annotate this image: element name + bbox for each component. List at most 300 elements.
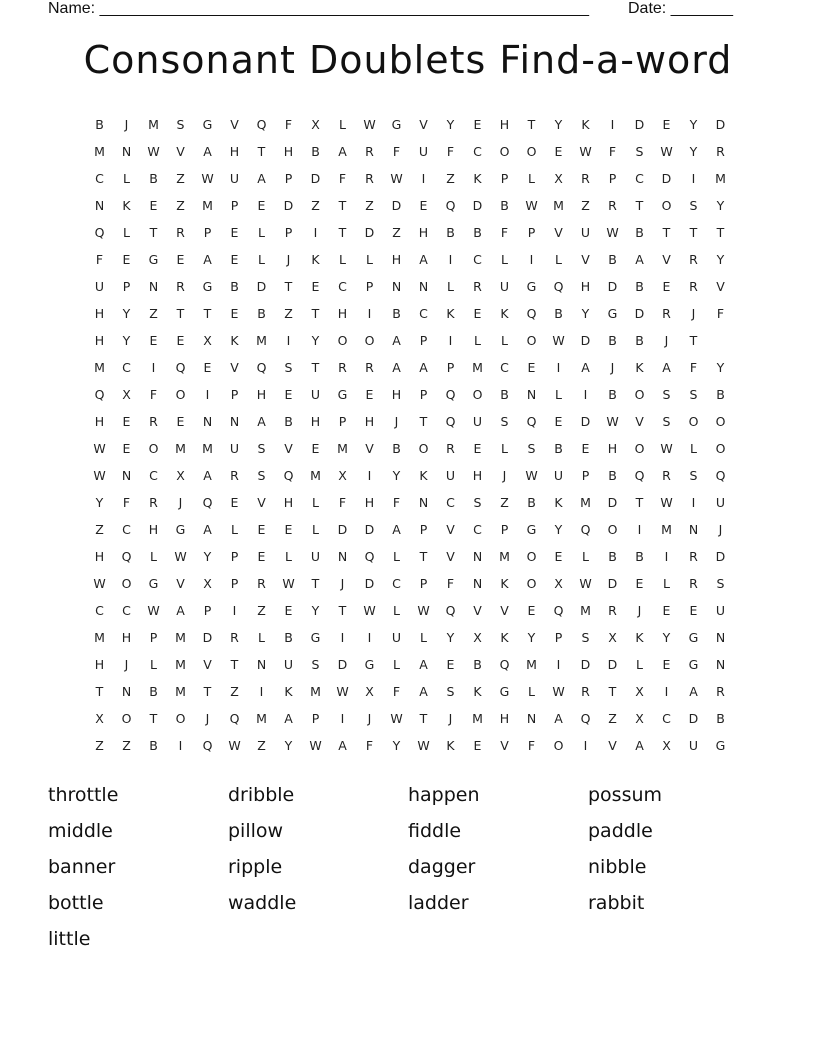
grid-letter: A	[203, 468, 212, 483]
grid-letter: M	[94, 144, 105, 159]
grid-letter: E	[203, 360, 212, 375]
name-field-label: Name: _______________________________________________________	[48, 0, 589, 17]
grid-letter: Q	[121, 549, 132, 564]
word-list-item: ladder	[408, 892, 469, 914]
grid-letter: Y	[716, 198, 725, 213]
grid-letter: R	[149, 495, 158, 510]
grid-letter: M	[94, 630, 105, 645]
grid-letter: M	[175, 657, 186, 672]
grid-letter: X	[365, 684, 374, 699]
grid-letter: I	[448, 252, 453, 267]
grid-letter: L	[501, 441, 508, 456]
grid-letter: L	[123, 171, 130, 186]
grid-row	[86, 116, 734, 143]
grid-letter: D	[337, 657, 348, 672]
grid-letter: E	[284, 522, 293, 537]
grid-letter: Q	[94, 387, 105, 402]
grid-letter: C	[662, 711, 671, 726]
grid-letter: K	[473, 171, 482, 186]
grid-letter: I	[178, 738, 183, 753]
word-search-grid	[86, 116, 734, 764]
grid-letter: R	[446, 441, 455, 456]
grid-letter: K	[500, 306, 509, 321]
grid-letter: L	[150, 549, 157, 564]
grid-letter: S	[662, 387, 671, 402]
grid-letter: Q	[499, 657, 510, 672]
grid-letter: E	[473, 117, 482, 132]
grid-letter: B	[284, 414, 293, 429]
grid-letter: T	[149, 711, 158, 726]
grid-letter: W	[660, 144, 673, 159]
grid-letter: L	[636, 657, 643, 672]
grid-letter: P	[338, 414, 347, 429]
grid-letter: L	[366, 252, 373, 267]
grid-letter: M	[94, 360, 105, 375]
grid-letter: M	[661, 522, 672, 537]
grid-letter: D	[688, 711, 699, 726]
grid-letter: I	[151, 360, 156, 375]
grid-letter: Z	[176, 198, 185, 213]
grid-letter: T	[419, 414, 428, 429]
grid-letter: Q	[445, 387, 456, 402]
grid-letter: W	[660, 495, 673, 510]
grid-letter: I	[340, 630, 345, 645]
grid-letter: L	[258, 225, 265, 240]
grid-letter: W	[336, 684, 349, 699]
grid-letter: G	[526, 279, 537, 294]
grid-letter: X	[635, 684, 644, 699]
grid-letter: A	[392, 360, 401, 375]
grid-letter: W	[174, 549, 187, 564]
grid-letter: D	[364, 225, 375, 240]
grid-letter: E	[581, 441, 590, 456]
grid-letter: W	[147, 603, 160, 618]
grid-letter: H	[472, 468, 483, 483]
grid-letter: G	[391, 117, 402, 132]
grid-letter: D	[661, 171, 672, 186]
grid-letter: U	[391, 630, 402, 645]
grid-letter: D	[607, 495, 618, 510]
grid-letter: F	[392, 495, 401, 510]
grid-letter: W	[147, 144, 160, 159]
grid-letter: Z	[392, 225, 401, 240]
grid-letter: B	[635, 279, 644, 294]
grid-letter: I	[313, 225, 318, 240]
grid-letter: A	[392, 333, 401, 348]
grid-letter: L	[231, 522, 238, 537]
grid-letter: R	[230, 468, 239, 483]
grid-letter: X	[95, 711, 104, 726]
grid-letter: Z	[95, 738, 104, 753]
grid-letter: G	[202, 117, 213, 132]
grid-letter: A	[284, 711, 293, 726]
grid-letter: E	[257, 522, 266, 537]
grid-letter: P	[365, 279, 374, 294]
word-list-item: possum	[588, 784, 663, 806]
grid-letter: I	[664, 684, 669, 699]
grid-letter: X	[338, 468, 347, 483]
grid-letter: A	[662, 360, 671, 375]
grid-letter: D	[580, 333, 591, 348]
grid-letter: Y	[203, 549, 212, 564]
grid-letter: P	[527, 225, 536, 240]
grid-letter: E	[473, 306, 482, 321]
grid-letter: B	[95, 117, 104, 132]
grid-letter: A	[176, 603, 185, 618]
grid-letter: L	[690, 441, 697, 456]
grid-letter: I	[286, 333, 291, 348]
grid-letter: U	[229, 171, 240, 186]
grid-letter: V	[500, 603, 509, 618]
grid-letter: T	[311, 306, 320, 321]
grid-letter: I	[367, 306, 372, 321]
grid-letter: C	[95, 171, 104, 186]
grid-letter: C	[446, 495, 455, 510]
grid-row	[86, 170, 734, 197]
grid-letter: F	[365, 738, 374, 753]
grid-letter: Q	[283, 468, 294, 483]
grid-letter: Z	[122, 738, 131, 753]
grid-letter: P	[311, 711, 320, 726]
grid-letter: K	[419, 468, 428, 483]
grid-letter: C	[95, 603, 104, 618]
grid-letter: E	[230, 252, 239, 267]
grid-letter: W	[525, 468, 538, 483]
grid-letter: U	[310, 549, 321, 564]
grid-letter: V	[500, 738, 509, 753]
grid-letter: U	[553, 468, 564, 483]
grid-letter: H	[256, 387, 267, 402]
grid-row	[86, 359, 734, 386]
grid-letter: H	[337, 306, 348, 321]
grid-letter: M	[499, 549, 510, 564]
grid-letter: K	[473, 684, 482, 699]
grid-row	[86, 305, 734, 332]
word-list-item: happen	[408, 784, 480, 806]
grid-letter: V	[473, 603, 482, 618]
grid-letter: T	[149, 225, 158, 240]
grid-letter: A	[635, 252, 644, 267]
grid-letter: W	[93, 576, 106, 591]
grid-letter: D	[634, 306, 645, 321]
grid-letter: T	[419, 711, 428, 726]
grid-letter: Y	[581, 306, 590, 321]
grid-letter: O	[607, 522, 618, 537]
grid-letter: Y	[446, 117, 455, 132]
grid-letter: W	[363, 117, 376, 132]
grid-letter: W	[390, 711, 403, 726]
grid-letter: E	[311, 279, 320, 294]
grid-letter: W	[309, 738, 322, 753]
grid-letter: M	[175, 441, 186, 456]
grid-letter: G	[364, 657, 375, 672]
grid-letter: V	[203, 657, 212, 672]
grid-letter: D	[472, 198, 483, 213]
grid-letter: P	[500, 522, 509, 537]
grid-letter: K	[635, 360, 644, 375]
grid-letter: R	[662, 468, 671, 483]
word-list-item: ripple	[228, 856, 283, 878]
grid-letter: J	[124, 657, 129, 672]
grid-letter: T	[257, 144, 266, 159]
grid-letter: P	[203, 225, 212, 240]
grid-letter: B	[608, 333, 617, 348]
grid-letter: R	[716, 144, 725, 159]
grid-letter: B	[608, 468, 617, 483]
grid-letter: L	[474, 333, 481, 348]
word-list-item: rabbit	[588, 892, 645, 914]
grid-letter: Q	[175, 360, 186, 375]
grid-letter: R	[689, 576, 698, 591]
grid-row	[86, 683, 734, 710]
grid-letter: A	[581, 360, 590, 375]
grid-letter: T	[311, 576, 320, 591]
grid-letter: Z	[284, 306, 293, 321]
grid-letter: R	[365, 171, 374, 186]
grid-letter: H	[94, 306, 105, 321]
grid-letter: V	[230, 360, 239, 375]
grid-letter: L	[555, 387, 562, 402]
grid-letter: E	[122, 252, 131, 267]
grid-row	[86, 575, 734, 602]
grid-letter: D	[580, 657, 591, 672]
grid-letter: B	[392, 441, 401, 456]
grid-letter: G	[310, 630, 321, 645]
word-list-item: banner	[48, 856, 116, 878]
grid-letter: Q	[553, 279, 564, 294]
grid-letter: P	[419, 333, 428, 348]
grid-letter: W	[579, 576, 592, 591]
grid-row	[86, 629, 734, 656]
grid-letter: D	[634, 117, 645, 132]
grid-letter: V	[635, 414, 644, 429]
grid-letter: Z	[149, 306, 158, 321]
grid-letter: J	[205, 711, 210, 726]
grid-letter: N	[418, 279, 429, 294]
grid-letter: H	[94, 414, 105, 429]
grid-letter: A	[203, 144, 212, 159]
grid-letter: W	[606, 225, 619, 240]
grid-row	[86, 521, 734, 548]
grid-letter: F	[284, 117, 293, 132]
grid-letter: I	[529, 252, 534, 267]
grid-letter: N	[121, 144, 132, 159]
grid-letter: L	[501, 252, 508, 267]
grid-letter: T	[419, 549, 428, 564]
grid-letter: J	[610, 360, 615, 375]
grid-letter: B	[554, 306, 563, 321]
grid-letter: U	[310, 387, 321, 402]
grid-letter: P	[230, 549, 239, 564]
grid-letter: V	[176, 576, 185, 591]
grid-letter: U	[472, 414, 483, 429]
grid-letter: B	[554, 441, 563, 456]
grid-letter: E	[230, 306, 239, 321]
grid-letter: S	[689, 468, 698, 483]
grid-letter: C	[338, 279, 347, 294]
grid-letter: A	[419, 657, 428, 672]
grid-letter: W	[282, 576, 295, 591]
grid-letter: B	[257, 306, 266, 321]
grid-letter: N	[202, 414, 213, 429]
grid-letter: K	[122, 198, 131, 213]
grid-letter: H	[229, 144, 240, 159]
grid-letter: Q	[94, 225, 105, 240]
grid-letter: T	[608, 684, 617, 699]
grid-letter: B	[473, 657, 482, 672]
grid-letter: H	[148, 522, 159, 537]
grid-letter: X	[662, 738, 671, 753]
grid-letter: P	[419, 387, 428, 402]
grid-letter: B	[230, 279, 239, 294]
grid-letter: P	[284, 171, 293, 186]
grid-letter: C	[392, 576, 401, 591]
grid-row	[86, 386, 734, 413]
grid-letter: R	[608, 198, 617, 213]
grid-letter: J	[394, 414, 399, 429]
grid-letter: N	[148, 279, 159, 294]
grid-letter: Z	[500, 495, 509, 510]
grid-letter: C	[149, 468, 158, 483]
grid-letter: F	[122, 495, 131, 510]
grid-letter: B	[284, 630, 293, 645]
grid-letter: B	[527, 495, 536, 510]
grid-letter: E	[527, 360, 536, 375]
grid-letter: U	[688, 738, 699, 753]
grid-letter: I	[367, 630, 372, 645]
grid-letter: L	[393, 657, 400, 672]
grid-letter: V	[662, 252, 671, 267]
grid-letter: E	[689, 603, 698, 618]
grid-letter: N	[229, 414, 240, 429]
grid-letter: M	[175, 684, 186, 699]
grid-letter: L	[663, 576, 670, 591]
grid-letter: R	[473, 279, 482, 294]
grid-letter: K	[500, 576, 509, 591]
grid-letter: H	[499, 711, 510, 726]
grid-letter: D	[715, 549, 726, 564]
grid-letter: W	[552, 684, 565, 699]
grid-letter: I	[637, 522, 642, 537]
grid-letter: Q	[526, 414, 537, 429]
grid-letter: W	[93, 441, 106, 456]
grid-letter: H	[418, 225, 429, 240]
grid-letter: S	[311, 657, 320, 672]
grid-letter: B	[716, 711, 725, 726]
grid-letter: Y	[689, 117, 698, 132]
grid-letter: H	[94, 657, 105, 672]
grid-letter: N	[715, 630, 726, 645]
grid-letter: M	[715, 171, 726, 186]
grid-letter: X	[311, 117, 320, 132]
grid-letter: K	[230, 333, 239, 348]
grid-letter: F	[338, 495, 347, 510]
grid-letter: S	[689, 387, 698, 402]
grid-letter: B	[500, 387, 509, 402]
grid-letter: P	[122, 279, 131, 294]
grid-letter: J	[124, 117, 129, 132]
grid-letter: Q	[715, 468, 726, 483]
grid-letter: Q	[580, 711, 591, 726]
grid-letter: Q	[202, 495, 213, 510]
grid-letter: Q	[445, 198, 456, 213]
grid-letter: R	[689, 279, 698, 294]
grid-letter: Q	[364, 549, 375, 564]
grid-letter: Y	[311, 603, 320, 618]
grid-row	[86, 710, 734, 737]
grid-row	[86, 494, 734, 521]
grid-letter: T	[635, 198, 644, 213]
grid-letter: N	[337, 549, 348, 564]
grid-letter: H	[391, 252, 402, 267]
grid-letter: S	[176, 117, 185, 132]
grid-letter: E	[176, 333, 185, 348]
grid-letter: N	[688, 522, 699, 537]
grid-letter: H	[580, 279, 591, 294]
grid-letter: O	[472, 387, 483, 402]
grid-letter: G	[715, 738, 726, 753]
grid-letter: X	[554, 171, 563, 186]
grid-letter: P	[149, 630, 158, 645]
grid-letter: O	[553, 738, 564, 753]
grid-letter: V	[230, 117, 239, 132]
grid-letter: H	[283, 144, 294, 159]
grid-letter: R	[176, 225, 185, 240]
grid-letter: N	[418, 495, 429, 510]
grid-letter: B	[149, 738, 158, 753]
grid-letter: Y	[716, 252, 725, 267]
grid-letter: W	[417, 738, 430, 753]
grid-letter: K	[311, 252, 320, 267]
grid-letter: W	[363, 603, 376, 618]
grid-letter: V	[716, 279, 725, 294]
grid-letter: I	[691, 495, 696, 510]
grid-letter: K	[284, 684, 293, 699]
grid-letter: E	[122, 414, 131, 429]
grid-letter: S	[662, 414, 671, 429]
grid-letter: T	[338, 603, 347, 618]
grid-letter: A	[203, 252, 212, 267]
grid-letter: N	[715, 657, 726, 672]
grid-letter: T	[284, 279, 293, 294]
grid-letter: M	[553, 198, 564, 213]
grid-letter: A	[392, 522, 401, 537]
grid-letter: R	[230, 630, 239, 645]
grid-letter: V	[419, 117, 428, 132]
grid-letter: L	[123, 225, 130, 240]
grid-letter: R	[581, 684, 590, 699]
grid-letter: F	[95, 252, 104, 267]
grid-letter: Q	[229, 711, 240, 726]
grid-letter: M	[310, 468, 321, 483]
grid-letter: P	[446, 360, 455, 375]
grid-letter: L	[150, 657, 157, 672]
header-line	[48, 0, 748, 20]
grid-letter: W	[228, 738, 241, 753]
grid-letter: L	[339, 117, 346, 132]
grid-letter: A	[635, 738, 644, 753]
grid-letter: U	[715, 603, 726, 618]
grid-letter: Y	[554, 522, 563, 537]
grid-letter: D	[256, 279, 267, 294]
grid-letter: E	[122, 441, 131, 456]
grid-letter: E	[419, 198, 428, 213]
grid-letter: C	[122, 360, 131, 375]
grid-letter: T	[338, 225, 347, 240]
grid-letter: E	[473, 441, 482, 456]
grid-letter: D	[310, 171, 321, 186]
grid-row	[86, 251, 734, 278]
